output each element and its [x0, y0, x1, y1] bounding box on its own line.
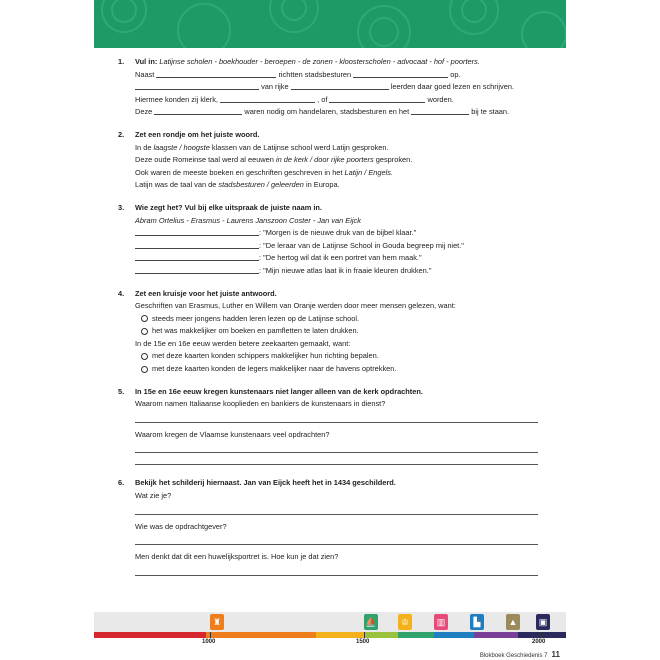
timeline-period-segment	[474, 632, 518, 638]
hat-icon: ▲	[506, 614, 520, 630]
answer-line[interactable]	[135, 503, 538, 515]
right-margin	[566, 0, 660, 660]
answer-blank[interactable]	[135, 265, 259, 274]
banner-pattern	[94, 0, 566, 48]
timeline-tick	[364, 632, 365, 638]
timeline-tick	[540, 632, 541, 638]
timeline-tick	[210, 632, 211, 638]
checkbox-circle[interactable]	[141, 366, 148, 373]
question-3	[118, 202, 538, 278]
answer-blank[interactable]	[329, 94, 425, 103]
question-title: Vul in: Latijnse scholen - boekhouder - beroepen - de zonen - kloosterscholen - advocaat - hof - poorters.	[135, 57, 480, 66]
factory-icon: ▙	[470, 614, 484, 630]
answer-option[interactable]: het was makkelijker om boeken en pamfletten te laten drukken.	[135, 325, 538, 338]
question-title: Wie zegt het? Vul bij elke uitspraak de juiste naam in.	[135, 202, 322, 212]
quote: : "De leraar van de Latijnse School in Gouda begreep mij niet."	[259, 240, 464, 250]
screen-icon: ▣	[536, 614, 550, 630]
question-number: 6.	[118, 478, 125, 488]
question-4: 4. Zet een kruisje voor het juiste antwoord. Geschriften van Erasmus, Luther en Willem van Oranje werden door meer mensen gelezen, want: steeds meer jongens hadden leren lezen op de Latijnse school. het was makkelijker om boeken en pamfletten te laten drukken. In de 15e en 16e eeuw werden betere zeekaarten gemaakt, want: met deze kaarten konden schippers makkelijker hun richting bepalen. met deze kaarten konden de legers makkelijker naar de havens optrekken.	[118, 288, 538, 376]
book-title: Blokboek Geschiedenis 7	[479, 653, 548, 659]
timeline	[94, 612, 566, 650]
castle-icon: ♜	[210, 614, 224, 630]
answer-blank[interactable]	[291, 81, 389, 90]
answer-line[interactable]	[135, 533, 538, 545]
question-number: 5.	[118, 386, 125, 396]
question-5: 5. In 15e en 16e eeuw kregen kunstenaars niet langer alleen van de kerk opdrachten. Waarom namen Italiaanse kooplieden en bankiers de kunstenaars in dienst? Waarom kregen de Vlaamse kunstenaars veel opdrachten?	[118, 386, 538, 466]
answer-blank[interactable]	[135, 227, 259, 236]
answer-blank[interactable]	[411, 106, 469, 115]
answer-blank[interactable]	[220, 94, 315, 103]
word-choice[interactable]: stadsbesturen / geleerden	[218, 180, 304, 190]
answer-blank[interactable]	[135, 81, 259, 90]
question-number: 2.	[118, 129, 125, 139]
timeline-period-segment	[434, 632, 474, 638]
answer-blank[interactable]	[135, 240, 259, 249]
question-number: 4.	[118, 288, 125, 298]
ship-icon: ⛵	[364, 614, 378, 630]
question-title: Bekijk het schilderij hiernaast. Jan van Eijck heeft het in 1434 geschilderd.	[135, 478, 396, 488]
name-list: Abram Ortelius - Erasmus - Laurens Janszoon Coster - Jan van Eijck	[135, 215, 361, 225]
word-choice[interactable]: Latijn / Engels.	[344, 167, 394, 177]
quote: : "Morgen is de nieuwe druk van de bijbel klaar."	[259, 228, 417, 238]
page-footer	[480, 650, 560, 659]
question-number: 1.	[118, 57, 125, 66]
question-title: Zet een kruisje voor het juiste antwoord.	[135, 288, 277, 298]
timeline-icon-strip	[94, 612, 566, 632]
question-number: 3.	[118, 202, 125, 212]
timeline-period-segment	[398, 632, 434, 638]
header-banner	[94, 0, 566, 48]
timeline-period-segment	[94, 632, 206, 638]
answer-blank[interactable]	[156, 69, 276, 78]
timeline-label: 1500	[356, 639, 370, 645]
word-list: Latijnse scholen - boekhouder - beroepen - de zonen - kloosterscholen - advocaat - hof - poorters.	[159, 57, 480, 66]
building-icon: ▥	[434, 614, 448, 630]
answer-option[interactable]: steeds meer jongens hadden leren lezen op de Latijnse school.	[135, 313, 538, 326]
checkbox-circle[interactable]	[141, 328, 148, 335]
checkbox-circle[interactable]	[141, 353, 148, 360]
question-2: 2. Zet een rondje om het juiste woord. In de laagste / hoogste klassen van de Latijnse school werd Latijn gesproken. Deze oude Romeinse taal werd al eeuwen in de kerk / door rijke poorters gesproken. Ook waren de meeste boeken en geschriften geschreven in het Latijn / Engels. Latijn was de taal van de stadsbesturen / geleerden in Europa.	[118, 129, 413, 190]
timeline-period-segment	[316, 632, 364, 638]
answer-blank[interactable]	[353, 69, 448, 78]
answer-option[interactable]: met deze kaarten konden schippers makkelijker hun richting bepalen.	[135, 350, 538, 363]
left-margin	[0, 0, 94, 660]
answer-line[interactable]	[135, 453, 538, 465]
timeline-period-segment	[364, 632, 398, 638]
word-choice[interactable]: in de kerk / door rijke poorters	[275, 155, 374, 165]
quote: : "De hertog wil dat ik een portret van hem maak."	[259, 253, 422, 263]
answer-line[interactable]	[135, 441, 538, 453]
word-choice[interactable]: laagste / hoogste	[153, 142, 210, 152]
worksheet	[118, 56, 538, 586]
quote: : "Mijn nieuwe atlas laat ik in fraaie kleuren drukken."	[259, 265, 432, 275]
answer-line[interactable]	[135, 411, 538, 423]
timeline-period-segment	[518, 632, 566, 638]
question-title: Zet een rondje om het juiste woord.	[135, 129, 260, 139]
timeline-period-segment	[206, 632, 316, 638]
answer-blank[interactable]	[135, 252, 259, 261]
checkbox-circle[interactable]	[141, 315, 148, 322]
timeline-label: 1000	[202, 639, 216, 645]
page-number: 11	[551, 650, 560, 659]
answer-line[interactable]	[135, 564, 538, 576]
question-title: In 15e en 16e eeuw kregen kunstenaars niet langer alleen van de kerk opdrachten.	[135, 386, 423, 396]
question-6: 6. Bekijk het schilderij hiernaast. Jan van Eijck heeft het in 1434 geschilderd. Wat zie je? Wie was de opdrachtgever? Men denkt dat dit een huwelijksportret is. Hoe kun je dat zien?	[118, 477, 538, 575]
timeline-label: 2000	[532, 639, 546, 645]
answer-blank[interactable]	[154, 106, 242, 115]
question-1: 1. Vul in: Latijnse scholen - boekhouder - beroepen - de zonen - kloosterscholen - advocaat - hof - poorters. Naast richtten stadsbesturen op. van rijke leerden daar goed lezen en schrijven. Hiermee konden zij klerk, , of worden. Deze waren nodig om handelaren, stadsbesturen en het bij te staan.	[118, 57, 514, 117]
crown-icon: ♔	[398, 614, 412, 630]
answer-option[interactable]: met deze kaarten konden de legers makkelijker naar de havens optrekken.	[135, 363, 538, 376]
